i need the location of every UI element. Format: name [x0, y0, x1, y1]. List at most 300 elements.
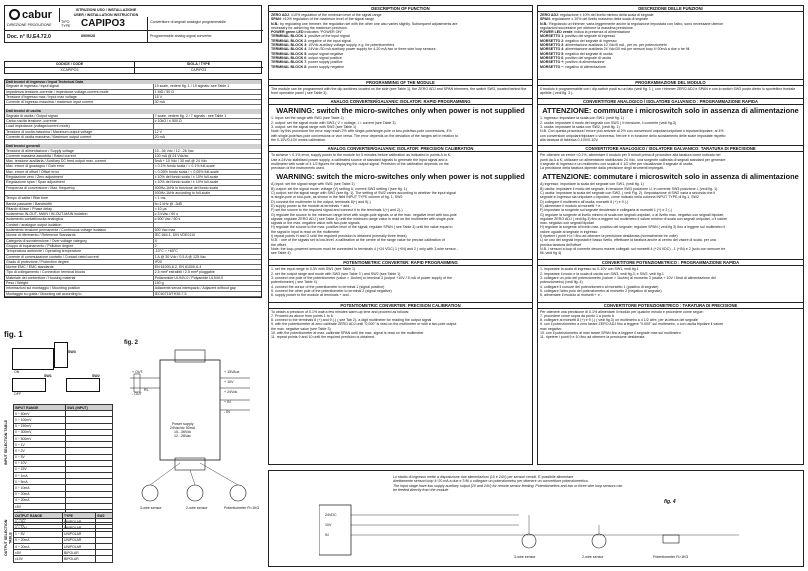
tech-data-label: Grado di protezione / Protection degree: [5, 260, 154, 264]
it-rapid-title: CONVERTITORE ANALOGICO / ISOLATORE GALVANICO : PROGRAMMAZIONE RAPIDA: [538, 98, 803, 105]
desc-key: TERMINAL BLOCK 1: [271, 34, 307, 39]
en-rapid-steps: [269, 116, 532, 142]
tech-data-value: 19 scale, vedere fig. 1 / 19 signals: see Table 1: [154, 84, 230, 89]
codes-table: [4, 61, 262, 74]
desc-key: TERMINAL BLOCK 6: [271, 55, 307, 60]
precision-step: N.B. : one of the signals set is low-level, a calibration at the centre of the range value for precise calibration of: [271, 238, 445, 243]
fig1-output-range: ±10V: [14, 556, 63, 562]
desc-key: TERMINAL BLOCK 3: [271, 43, 307, 48]
codes-header-type: SIGLA / TYPE: [186, 62, 211, 66]
pot-prec-step: the max. negative value (see Table 3): [271, 326, 331, 331]
tech-data-value: ≥ 500 Vac / 60 s: [154, 217, 181, 222]
type-label-it: TIPO: [61, 20, 70, 24]
precision-step: A) ingresso: impostare la scala del segnale con SW1, (vedi fig. 1): [540, 182, 644, 187]
codes-value-type: CAPIPO3: [190, 68, 207, 72]
precision-step: B) output: set the signal mode: voltage (V) setting U, current SW3 setting I (see fig. 1): [271, 186, 407, 191]
tech-data-value: 5mA + 10 Vdc / 30 mA @ 24 Vdc: [154, 159, 208, 164]
fig1-input-range: 0 ÷ 10V: [14, 460, 66, 466]
fig1-output-type: UNIPOLAR: [63, 543, 96, 549]
fig1-output-range: ±5V: [14, 550, 63, 556]
fig1-sw3-label: SW3: [68, 350, 76, 354]
precision-intro-line: Per ottenere un errore <0.1%, alimentare il modulo per 5 minuti prima di procedere alla taratura come indicato nei: [540, 153, 721, 158]
desc-value: : output signal negative: [306, 51, 344, 56]
tech-data-value: 100 mA @ 24 Vdc/ac: [154, 153, 189, 158]
pot-prec-step: To obtain a precision of 0.1% wait a few minutes warm-up time and proceed as follows:: [271, 309, 410, 314]
doc-number: Doc. n° IU.E4.72.0: [7, 34, 51, 40]
fig1-input-header-cell: SW1 (INPUT): [66, 405, 113, 411]
tech-data-value: 2.5 mm² estraibili / 2.5 mm² pluggable: [154, 270, 215, 275]
precision-step: valore uguale al segnale in ingresso: [540, 229, 598, 234]
precision-intro-line: il segnale di ingresso e un multimetro con scala di 4 1/2 cifre per visualizzare il segnale di uscita.: [540, 161, 694, 166]
tech-data-label: Impedenza tensione-corrente / Impedance voltage-current mode: [5, 90, 154, 94]
fig1-input-range: ±20mA: [14, 516, 66, 522]
desc-key: TERMINAL BLOCK 8: [271, 64, 307, 69]
tech-data-value: 400Hz-1kHz according to full-scale: [154, 190, 211, 195]
desc-key: MORSETTO +: [540, 60, 564, 65]
desc-value: : output signal positive: [306, 55, 342, 60]
tech-data-label: Gruppo di inquinamento / Pollution degree: [5, 244, 154, 248]
tech-data-value: ± 10% del fondo scala / ± 10% full-scale: [154, 175, 219, 180]
desc-key: N.B.: [271, 21, 279, 26]
precision-step: regolare ZERO ADJ ( vedi fig.3) fino a leggere sul multimetro il valore minimo di scala con segnali unipolari, o il valore: [540, 216, 727, 221]
tech-data-value: 2: [154, 243, 157, 248]
fig1-output-switch: [96, 556, 113, 562]
rapid-step: 3. output: set the signal range with SW2 (see Table 1): [271, 125, 357, 130]
desc-key: MORSETTO 1: [540, 34, 564, 39]
tech-data-label: Max. errore di guadagno / Gain error: [5, 164, 154, 168]
rapid-step: 3. uscita: impostare la scala con SW2, (vedi fig. 1): [540, 125, 620, 130]
desc-value: : negativo di alimentazione: [563, 64, 606, 69]
fig1-output-type: BIPOLAR: [63, 556, 96, 562]
fig2-pot-label: Potentiometer R<1KΩ: [224, 506, 260, 510]
fig1-input-range: 0 ÷ 5V: [14, 454, 66, 460]
fig1-input-range: 4 ÷ 20mA: [14, 497, 66, 503]
fig1-output-table: [13, 512, 113, 563]
tech-data-value: Poliammide UL94V-0 / Polyamide UL94V-0: [154, 275, 224, 280]
precision-step: B) uscita: impostare il modo del segnale, in tensione SW3 posizione U, in corrente SW3 posizione I, (vedi fig. 1): [540, 186, 718, 191]
desc-key: TERMINAL BLOCK 4: [271, 47, 307, 52]
precision-step: F) impostare la sorgente sul segnale desiderato e collegarla ai morsetti 1 (+) e 2 (-): [540, 208, 672, 213]
fig1-sw1-label: SW1: [44, 374, 52, 378]
en-desc-title: DESCRIPTION OF FUNCTION: [269, 6, 532, 12]
fig1-sw2-switch: [66, 378, 100, 392]
tech-data-label: Isolamento contatti/uscita analogica: [5, 217, 154, 221]
desc-value: regolazioni successive per ottenere la massima precisione.: [540, 25, 634, 30]
desc-value: : 10Vdc auxiliary voltage supply, e.g. for potentiometers: [306, 43, 395, 48]
tech-data-label: Tipo di collegamento / Connection terminal blocks: [5, 270, 154, 274]
en-pot-rapid-steps: [269, 266, 532, 298]
pot-rapid-step: 6. alimentare il modulo ai morsetti + e -: [540, 293, 603, 298]
fig1-off-label: OFF: [14, 392, 22, 396]
pot-rapid-step: 1. set the input range to 0-5V with SW1 (see Table 1): [271, 267, 356, 272]
desc-value: : positivo di alimentazione: [563, 60, 605, 65]
fig2-in-minus: - IN: [224, 410, 230, 414]
desc-value: : negativo del segnale di uscita: [563, 51, 613, 56]
rapid-step: con conversioni unipolare/bipolare o viceversa; l'errore è in funzione dello scostamento delle scale impostate rispetto: [540, 133, 726, 138]
fig1-output-header-cell: OUTPUT RANGE: [14, 513, 63, 519]
en-prog-text: The module can be programmed with the dip-switches located on the side (see Table 1), the ZERO ADJ and SPAN trimmers, the switch SW3, located behind the front openable panel ( see Table 3).: [271, 86, 527, 96]
fig1-on-label: ON: [14, 370, 20, 374]
it-prog-text: Il modulo è programmabile con i dip-switch posti su un lato (vedi fig. 1 ), con i trimmer ZERO ADJ e SPAN e con lo switch SW3 posto dietro lo sportellino frontale apribile ( vedi fig. 3 ).: [540, 86, 796, 96]
desc-key: MORSETTO 3: [540, 43, 564, 48]
precision-step: L) se uno dei segnali impostati è basso livello, effettuare la taratura anche al centro del valore di scala, per una: [540, 238, 716, 243]
fig1-input-range: 0 ÷ 1V: [14, 442, 66, 448]
desc-value: : alimentazione ausiliaria 24 Vdc/30 mA per sensori loop 4÷20mA a due o tre fili: [563, 47, 690, 52]
fig4-potentiometer-icon: [663, 535, 679, 543]
fig4-3wire-label: 3-wire sensor: [514, 555, 536, 559]
tech-data-label: Max. tensione ausiliaria / Auxiliary DC feed output max. current: [5, 159, 154, 163]
fig1-output-type: UNIPOLAR: [63, 519, 96, 525]
fig1-output-header-cell: SW2: [96, 513, 113, 519]
fig2-out-minus: - OUT: [132, 392, 142, 396]
fig2-3wire-label: 3-wire sensor: [140, 506, 162, 510]
description-en: Programmable analog signal converter: [150, 34, 212, 38]
fig1-input-range: 0 ÷ 300mV: [14, 429, 66, 435]
input-data-title: Dati tecnici di ingresso / Input Technical Data: [5, 80, 261, 84]
output-data-rows: [5, 114, 261, 140]
output-data-title: Dati tecnici di uscita: [5, 109, 261, 113]
fig4-10v-label: 10V: [325, 523, 332, 527]
fig1-output-type: UNIPOLAR: [63, 531, 96, 537]
fig1-output-type: UNIPOLAR: [63, 525, 96, 531]
precision-step: fili- vedi fig 4): [540, 251, 562, 256]
it-warning: ATTENZIONE: commutare i microswitch solo in assenza di alimentazione: [542, 106, 799, 116]
desc-value: : negative of the input signal: [306, 38, 352, 43]
fig4-3wire-sensor-icon: [522, 534, 536, 548]
desc-key: TERMINAL BLOCK 5: [271, 51, 307, 56]
tech-data-value: Adiacente senza interspazio / Adjacent without gap: [154, 286, 236, 291]
fig1-input-range: ±10V: [14, 510, 66, 516]
desc-value: : ±10% regulation of the maximum level of the signal range: [280, 17, 375, 22]
pot-rapid-step: 1. impostare la scala di ingresso su 0-10V con SW1, vedi fig.1: [540, 267, 639, 272]
type-label-en: TYPE: [61, 24, 71, 28]
tech-data-value: fc=1 kHz @ -3dB: [154, 201, 182, 206]
desc-key: MORSETTO 4: [540, 47, 564, 52]
tech-data-value: < 10 μs: [154, 206, 167, 211]
desc-key: SPAN: [271, 17, 281, 22]
desc-value: indicates "POWER ON": [303, 30, 343, 35]
precision-step: max. negativo con segnali bipolari: [540, 221, 595, 226]
precision-step: signals or the max. negative value with two-pole signals: [271, 221, 360, 226]
tech-data-label: Norme EMC / EMC standards: [5, 265, 154, 269]
rapid-step: Note: by this procedure the error may reach 2% with single-pole/single-pole or two-pole/two-pole conversions, 4%: [271, 129, 452, 134]
pot-rapid-step: 2. impostare il modo e la scala di uscita con SW3, vedi fig.3; e SW2, vedi fig.1: [540, 271, 664, 276]
tech-data-label: Corrente di ingresso massima / maximum input current: [5, 100, 154, 104]
tech-data-label: Corrente massima assorbita / Rated current: [5, 154, 154, 158]
tech-data-value: EN 61000-6-2, EN 61000-6-4: [154, 265, 202, 270]
fig2-2wire-label: 2-wire sensor: [186, 506, 208, 510]
precision-intro-line: precision of the instruments used.: [271, 166, 325, 171]
desc-key: MORSETTO 6: [540, 55, 564, 60]
desc-key: TERMINAL BLOCK 2: [271, 38, 307, 43]
tech-data-label: Banda passante / Bandwidth: [5, 202, 154, 206]
tech-data-label: Corrente di commutazione contatto / Contact rated current: [5, 255, 154, 259]
pot-prec-step: 10. con il potenziometro al max tarare SPAN fino a leggere il segnale max sul multimetro: [540, 331, 681, 336]
fig1-input-range: 0 ÷ 10mA: [14, 485, 66, 491]
fig2-power-rating: 24Vac/dc 50mA: [170, 426, 196, 430]
fig1-input-range: 0 ÷ 15V: [14, 466, 66, 472]
desc-key: ZERO ADJ: [540, 13, 559, 17]
fig1-input-range: 0 ÷ 100mV: [14, 417, 66, 423]
pot-prec-step: 9. with the potentiometer at zero calibrate ZERO ADJ until "0.000" is read on the multimeter or with a two-pole output: [271, 322, 457, 327]
tech-data-label: Isolamento IN-OUT- MAIN / IN-OUT-MAIN isolation: [5, 212, 154, 216]
precision-intro-line: La precisione della taratura dipende dalla precisione degli strumenti impiegati.: [540, 166, 664, 171]
en-pot-rapid-title: POTENTIOMETRIC CONVERTER: RAPID PROGRAMMING: [269, 259, 532, 266]
en-desc-list: [269, 12, 532, 70]
fig2-title: fig. 2: [124, 340, 139, 346]
fig2-aux-10v: + 10V: [224, 380, 234, 384]
fig2-module-box: [160, 360, 220, 460]
tech-data-value: [154, 124, 261, 128]
pot-rapid-step: 5. collegare l'altro polo del potenziometro al morsetto 2 (negativo di segnale): [540, 288, 662, 293]
fig1-output-header-cell: TYPE: [63, 513, 96, 519]
fig1-input-range: ±1mA: [14, 522, 66, 528]
tech-data-value: IP20: [154, 259, 162, 264]
pot-prec-step: max negativo: [540, 326, 562, 331]
code-box: 8909028: [81, 34, 95, 38]
precision-step: A) input: set the signal range with SW1 (see Table 1): [271, 182, 355, 187]
desc-value: : regolazione ± 10% del livello massimo della scala di segnale: [549, 17, 648, 22]
tech-data-label: Frequenza di conversione / Max. frequency: [5, 186, 154, 190]
tech-data-value: IEC60715/TH35-7.5: [154, 291, 187, 296]
desc-value: : alimentazione ausiliaria 10 Vdc/5 mA , per es. per potenziometri: [563, 43, 667, 48]
fig2-power-supply: Power supply: [172, 422, 194, 426]
precision-step: D) collegare il multimetro all'uscita, morsetti 8 (+) e 9 (-): [540, 199, 629, 204]
fig4-24v-label: 24VDC: [325, 513, 337, 517]
it-pot-prec-title: CONVERTITORE POTENZIOMETRICO : TARATURA DI PRECISIONE: [538, 302, 803, 309]
desc-key: MORSETTO 5: [540, 51, 564, 56]
rapid-step: 1. input: set the range with SW1 (see Table 1): [271, 116, 344, 121]
rapid-step: 2. output: set the signal mode with SW3 ( V = voltage, I = current (see Table 3): [271, 120, 396, 125]
fig1-input-header-cell: INPUT RANGE: [14, 405, 66, 411]
tech-data-value: 400Hz-1kHz in funzione del fondo scala: [154, 185, 218, 190]
fig4-block: [268, 470, 804, 567]
fig1-input-table-title: INPUT SELECTION TABLE: [4, 419, 8, 465]
rapid-step: alla taratura di fabbrica 0-10V/0-10V.: [540, 137, 599, 142]
tech-data-value: 150 g: [154, 280, 164, 285]
tech-data-label: Segnale di uscita / Output signal: [5, 114, 154, 118]
fig1-output-range: 0 ÷ 20mA: [14, 537, 63, 543]
pot-prec-step: 11. ripetere i punti 9 e 10 fino ad ottenere la precisione desiderata: [540, 335, 645, 340]
it-pot-rapid-steps: [538, 266, 803, 298]
pot-rapid-step: 3. collegare un polo del potenziometro (valore > 1kohm) al morsetto 3 (uscita + 10V / 5mA di alimentazione del: [540, 276, 716, 281]
it-desc-list: [538, 12, 803, 70]
tech-data-label: Tensione di alimentazione / Supply voltage: [5, 149, 154, 153]
en-warning-2: WARNING: switch the micro-switches only when power is not supplied: [276, 172, 525, 182]
fig4-diagram: [319, 501, 799, 566]
precision-step: C) uscita: impostare la scala del segnale con SW2, ( vedi Fig. 2). l'impostazione di SW2 varia a seconda che il: [540, 191, 716, 196]
fig1-output-row: [14, 556, 113, 562]
precision-step: G) regulate the source to the minimum range level with single-pole signals or at the max. negative level with two-pole: [271, 212, 457, 217]
precision-step: D) connect the multimeter to the output, terminals 8(+) and 9(-): [271, 199, 371, 204]
desc-value: : power supply negative: [306, 64, 345, 69]
precision-step: signals; regulate ZERO ADJ ( see Table 3) until the minimum range value is read on the multimeter with single-pole: [271, 216, 454, 221]
en-precision-title: ANALOG CONVERTER/GALVANIC ISOLATOR: PRECISION CALIBRATION: [269, 145, 532, 152]
precision-step: E) alimentare il modulo ai morsetti + e -: [540, 203, 603, 208]
desc-key: POWER LED verde: [540, 30, 573, 35]
pot-rapid-step: 5. connect the other pole of the potentiometer to terminal 2 (signal negative): [271, 288, 392, 293]
en-precision-steps: [269, 182, 532, 255]
tech-data-label: Load impedance (voltage/current mode): [5, 124, 154, 128]
fig4-text-it: direttamente sensori loop 4÷20 mA a due e 3 fili o collegare un potenziometro per ottenere un convertitore potenziometrico.: [393, 479, 589, 484]
fig1-input-range: 0 ÷ 500mV: [14, 435, 66, 441]
tech-data-value: 1 A @ 30 Vdc / 0.5 A @ 125 Vac: [154, 254, 206, 259]
pot-rapid-step: potentiometer) ( see Table 4): [271, 280, 317, 285]
fig4-text-it: Lo stadio di ingresso mette a disposizione due alimentazioni (10 e 24V) per sensori remoti. È possibile alimentare: [393, 475, 574, 479]
fig1-module-outline: [12, 348, 54, 370]
fig1-input-range: ±5V: [14, 504, 66, 510]
fig1-input-range: 0 ÷ 150mV: [14, 423, 66, 429]
fig1-sw1-switch: [12, 378, 46, 392]
codes-header-code: CODICE / CODE: [55, 62, 84, 66]
brand-mark-icon: [9, 9, 20, 20]
it-desc-title: DESCRIZIONE DELLE FUNZIONI: [538, 6, 803, 12]
fig4-text-en: The input stage have two supply auxiliary output (10 and 24V) for remote sensor feeding. Potentiometers and two or three wire loop sensors can: [393, 483, 623, 488]
precision-step: F) set the source to the required signal and connect it to the terminals 1(+) and 2(-): [271, 208, 403, 213]
tech-data-value: 500 Vac max: [154, 228, 176, 233]
fig1-input-range: 0 ÷ 2V: [14, 448, 66, 454]
it-precision-intro: [538, 152, 803, 171]
fig1-input-table: [13, 404, 113, 529]
en-pot-prec-title: POTENTIOMETRIC CONVERTER: PRECISION CALIBRATION: [269, 302, 532, 309]
fig2-out-plus: + OUT: [132, 370, 143, 374]
fig2-wiring-diagram: [120, 348, 265, 563]
fig4-text-en: be feeded directly from the module: [393, 487, 449, 492]
pot-rapid-step: potenziometro) (vedi fig. 4): [540, 280, 583, 285]
precision-step: the offset.: [271, 242, 287, 247]
precision-step: H) regulate the source to the max. positive level of the signal; regulate SPAN ( see Table 3) until the value equal to: [271, 225, 453, 230]
desc-value: : positivo del segnale di uscita: [563, 55, 612, 60]
fig1-title: fig. 1: [4, 330, 23, 339]
pot-prec-step: 8. connect to the terminals 8 (+) and 9 (-) ( see Tab 2)- a digit multimeter for reading the output signal: [271, 318, 432, 323]
tech-data-value: ± 10% del fondo scala / ± 10% full-scale: [154, 180, 219, 185]
fig4-2wire-label: 2-wire sensor: [582, 555, 604, 559]
pot-prec-step: Per ottenere una precisione di 0.1% alimentare il modulo per qualche minuto e procedere come segue:: [540, 309, 704, 314]
fig1-input-range: 0 ÷ 20mA: [14, 491, 66, 497]
tech-data-label: [5, 191, 154, 195]
fig1-output-table-title: OUTPUT SELECTION TABLE: [4, 519, 13, 557]
fig1-input-range: 0 ÷ 1mA: [14, 473, 66, 479]
model-name: CAPIPO3: [81, 18, 125, 29]
precision-step: Note: the loop-powered sensors must be connected to terminals 4 (+24 VDC) 1 (+IN) and 2 ( only with 3-wire sensor -: [271, 246, 458, 251]
it-rapid-steps: [538, 116, 803, 142]
tech-data-label: Categoria di sovratensione / Over voltage category: [5, 239, 154, 243]
english-column: [268, 5, 533, 465]
fig1-output-range: 0 ÷ 5V: [14, 519, 63, 525]
tech-data-label: Regolazione zero / Zero adjustment: [5, 175, 154, 179]
tech-data-label: Carico uscita tensione -corrente: [5, 119, 154, 123]
en-prog-title: PROGRAMMING OF THE MODULE: [269, 79, 532, 86]
fig4-description: [393, 475, 693, 492]
fig2-in-plus: + IN: [224, 400, 231, 404]
precision-intro-line: To achieve < 0.1% error, supply power to the module for 5 minutes before calibration as indicated in points A to K.: [271, 153, 452, 158]
desc-value: : 24Vdc /30 mA auxiliary power supply for 4-20 mA two or three wire loop sensors: [306, 47, 436, 52]
precision-intro-line: Use a 24Vdc stabilised power supply, a calibrated source of standard signals to generate the input signal and a: [271, 157, 448, 162]
desc-value: necessary for achieving the maximum precision.: [271, 25, 348, 30]
pot-prec-step: 7. Proceed as above from points 1 to 6: [271, 313, 333, 318]
desc-key: MORSETTO 2: [540, 38, 564, 43]
tech-data-label: Isolamento tensione permanente / Continuous voltage isolation: [5, 228, 154, 232]
tech-data-label: Materiale del contenitore / Housing material: [5, 276, 154, 280]
fig2-power-dc: 15...36Vdc: [174, 430, 192, 434]
tech-data-value: < 0.1% fondo scala / < 0.1% full-scale: [154, 164, 215, 169]
tech-data-row: [5, 292, 261, 297]
it-precision-title: CONVERTITORE ANALOGICO / ISOLATORE GALVANICO: TARATURA DI PRECISIONE: [538, 145, 803, 152]
tech-data-label: Ritardo di fase / Phase delay: [5, 207, 154, 211]
it-prog-title: PROGRAMMAZIONE DEL MODULO: [538, 79, 803, 86]
tech-data-value: ≥ 10kΩ / ≤ 500 Ω: [154, 119, 182, 124]
tech-data-label: Informazioni sul montaggio / Mounting position: [5, 286, 154, 290]
it-pot-rapid-title: CONVERTITORE POTENZIOMETRICO : PROGRAMMAZIONE RAPIDA: [538, 259, 803, 266]
desc-line: [540, 65, 801, 69]
tech-data-label: Corrente di uscita massima / Maximum output current: [5, 135, 154, 139]
precision-step: E) supply power to the module at terminals + and -: [271, 203, 352, 208]
pot-rapid-step: 6. supply power to the module at terminals + and -: [271, 293, 351, 298]
pot-rapid-step: 3. connect one pole of the potentiometer (value > 1kohm) to terminal 3 (output +10V / 5 mA of power supply of the: [271, 276, 452, 281]
rapid-step: N.B. Con questa procedura l'errore può arrivare al 2% con conversioni unipolari/unipolare o bipolare/bipolare, al 4%: [540, 129, 724, 134]
fig1-output-range: 0 ÷ 10V: [14, 525, 63, 531]
description-it: Convertitore di segnali analogici programmabile: [150, 20, 226, 24]
precision-step: I) repeat points H and G until the required precision is obtained (normally three times): [271, 233, 407, 238]
en-precision-intro: [269, 152, 532, 171]
fig1-input-range: 0 ÷ 60mV: [14, 411, 66, 417]
tech-data-value: 15...36 Vdc / 12...26 Vac: [154, 148, 194, 153]
tech-data-label: Regolazione span / Span adjustment: [5, 180, 154, 184]
desc-value: : ±10% regulation of the minimum level of the signal range: [289, 13, 382, 17]
precision-step: H) regolare la sorgente al livello max. positivo del segnale; regolare SPAN ( vedi fig 3) fino a leggere sul multimetro il: [540, 225, 726, 230]
desc-key: POWER green LED: [271, 30, 304, 35]
tech-data-value: 20 mA: [154, 134, 165, 139]
tech-data-label: Max. errore di offset / Offset error: [5, 170, 154, 174]
tech-data-value: 30 mA: [154, 100, 165, 105]
fig1-output-type: BIPOLAR: [63, 550, 96, 556]
codes-value-code: XCAPIPO3: [60, 68, 79, 72]
tech-data-label: Contact / analogue output isolation: [5, 223, 154, 227]
precision-step: the signal in input is read on the multimeter: [271, 229, 340, 234]
it-warning-2: ATTENZIONE: commutare i microswitch solo in assenza di alimentazione: [542, 172, 799, 182]
tech-data-label: Tempo di salita / Rise time: [5, 196, 154, 200]
tech-data-label: Temperatura ambiente / Operating temperature: [5, 249, 154, 253]
desc-value: : indica la presenza di alimentazione: [572, 30, 631, 35]
pot-prec-step: 8. collegare ai morsetti 8 (+) e 9 (-) ( vedi fig.3) un multimetro a 4 1/2 cifre, per la lettura del segnale: [540, 318, 698, 323]
desc-key: TERMINAL BLOCK 7: [271, 60, 307, 65]
pot-prec-step: 10. with the potentiometer at max. calibrate SPAN until the max. signal is read on the multimeter: [271, 331, 424, 336]
tech-data-value: < 1 ms: [154, 196, 166, 201]
tech-data-label: Tensione di uscita massima / Maximum output voltage: [5, 130, 154, 134]
desc-key: N.B.: [540, 21, 548, 26]
desc-value: : by regulating one trimmer, the regulation set with the other one also varies slightly. Subsequent adjustments are: [278, 21, 458, 26]
fig1-output-range: 1 ÷ 5V: [14, 531, 63, 537]
fig2-aux-24v: + 24Vdc: [224, 390, 238, 394]
tech-data-block: [4, 79, 262, 298]
precision-step: segnale in ingresso sia unipolare o bipolare, come indicato nella colonna INPUT TYPE di fig.1, SW2: [540, 195, 699, 200]
en-warning: WARNING: switch the micro-switches only when power is not supplied: [276, 106, 525, 116]
tech-data-value: II: [154, 238, 157, 243]
pot-prec-step: 9. con il potenziometro a zero tarare ZERO ADJ fino a leggere "0.000" sul multimetro, o con uscita bipolare il valore: [540, 322, 724, 327]
tech-data-value: 15 V: [154, 94, 162, 99]
desc-line: [271, 65, 530, 69]
fig4-in-label: IN: [325, 533, 329, 537]
document-header: [4, 5, 262, 43]
rapid-step: with single-pole/two-pole conversions or vice versa. The error depends on the deviation of the ranges set in relation to: [271, 133, 459, 138]
tech-data-label: Tensione d'ingresso max / Input max voltage: [5, 95, 154, 99]
precision-step: precisa taratura dell'offset: [540, 242, 581, 247]
general-data-rows: [5, 149, 261, 297]
tech-data-label: Montaggio su guida / Mounting rail according to: [5, 292, 154, 296]
fig4-title: fig. 4: [664, 499, 676, 505]
precision-step: see Table 4): [271, 251, 291, 256]
tech-data-value: [154, 223, 261, 227]
